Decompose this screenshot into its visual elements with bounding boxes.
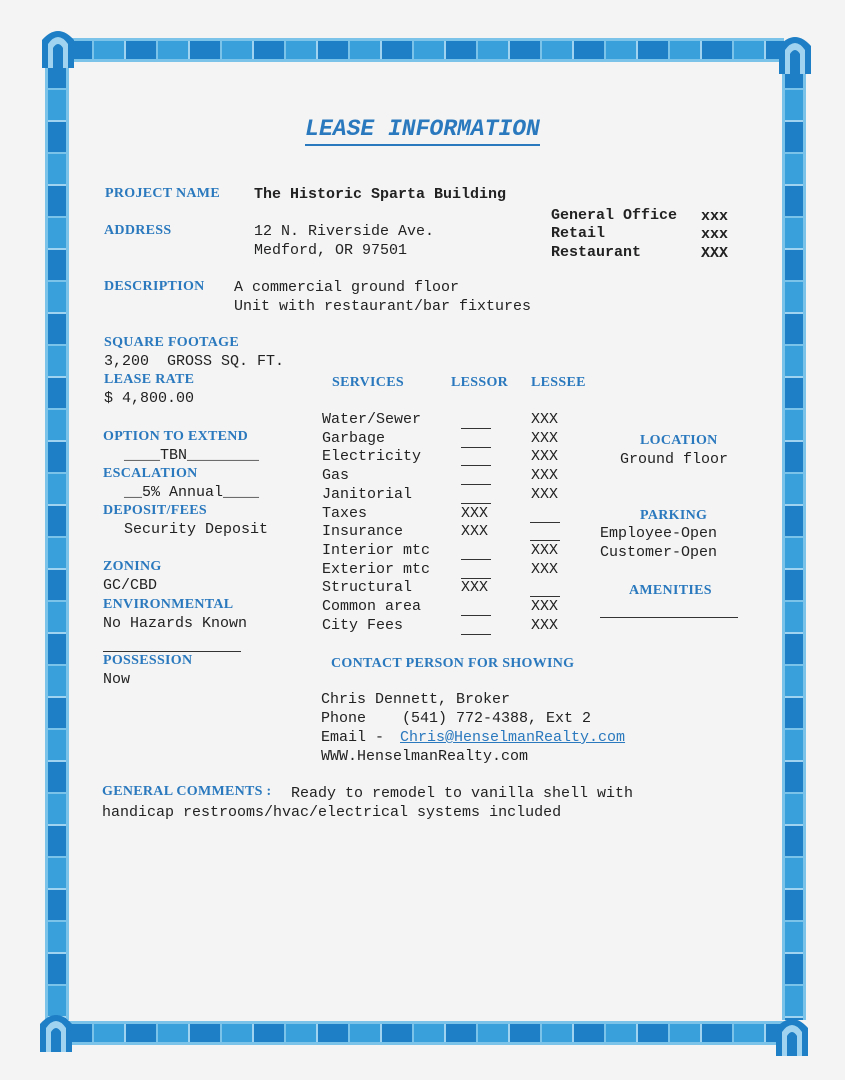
corner-ornament-top-left xyxy=(38,22,78,68)
lessor-cell xyxy=(461,465,491,466)
lessee-cell: XXX xyxy=(531,542,559,559)
option-to-extend-label: OPTION TO EXTEND xyxy=(103,429,249,444)
contact-email-label: Email - xyxy=(321,729,385,746)
possession-label: POSSESSION xyxy=(103,653,193,668)
border-left xyxy=(45,58,69,1020)
description-line-1: A commercial ground floor xyxy=(234,279,460,296)
border-top xyxy=(62,38,784,62)
services-header: SERVICES xyxy=(332,375,404,390)
address-line-2: Medford, OR 97501 xyxy=(254,242,408,259)
lessee-cell: XXX xyxy=(531,467,559,484)
description-line-2: Unit with restaurant/bar fixtures xyxy=(234,298,532,315)
corner-ornament-bottom-left xyxy=(36,1006,76,1052)
service-name: Exterior mtc xyxy=(322,561,431,578)
lessee-cell xyxy=(530,540,560,541)
project-name-label: PROJECT NAME xyxy=(105,186,220,201)
possession-value: Now xyxy=(103,671,131,688)
contact-phone-label: Phone xyxy=(321,710,367,727)
lessee-cell: XXX xyxy=(531,448,559,465)
amenities-blank xyxy=(600,617,738,618)
location-label: LOCATION xyxy=(640,433,718,448)
project-name-value: The Historic Sparta Building xyxy=(254,186,507,203)
contact-website: WWW.HenselmanRealty.com xyxy=(321,748,529,765)
lessee-cell: XXX xyxy=(531,598,559,615)
lessee-header: LESSEE xyxy=(531,375,586,390)
service-name: City Fees xyxy=(322,617,404,634)
environmental-label: ENVIRONMENTAL xyxy=(103,597,234,612)
use-general-office-mark: xxx xyxy=(701,208,729,225)
escalation-label: ESCALATION xyxy=(103,466,198,481)
use-retail-mark: xxx xyxy=(701,226,729,243)
deposit-fees-label: DEPOSIT/FEES xyxy=(103,503,207,518)
page-title: LEASE INFORMATION xyxy=(0,116,845,142)
zoning-value: GC/CBD xyxy=(103,577,158,594)
contact-email-link[interactable]: Chris@HenselmanRealty.com xyxy=(400,729,626,746)
contact-name: Chris Dennett, Broker xyxy=(321,691,511,708)
lessee-cell: XXX xyxy=(531,617,559,634)
service-name: Water/Sewer xyxy=(322,411,422,428)
lessor-cell xyxy=(461,447,491,448)
lessee-cell: XXX xyxy=(531,411,559,428)
location-value: Ground floor xyxy=(620,451,729,468)
environmental-value: No Hazards Known xyxy=(103,615,248,632)
lessee-cell: XXX xyxy=(531,430,559,447)
corner-ornament-top-right xyxy=(775,28,815,74)
lessee-cell: XXX xyxy=(531,561,559,578)
service-name: Taxes xyxy=(322,505,368,522)
lessor-cell xyxy=(461,428,491,429)
service-name: Electricity xyxy=(322,448,422,465)
lessor-cell xyxy=(461,484,491,485)
lease-rate-label: LEASE RATE xyxy=(104,372,195,387)
service-name: Gas xyxy=(322,467,350,484)
lessor-cell: XXX xyxy=(461,523,489,540)
use-general-office: General Office xyxy=(551,207,678,224)
lease-rate-value: $ 4,800.00 xyxy=(104,390,195,407)
option-to-extend-value: ____TBN________ xyxy=(124,447,260,464)
service-name: Janitorial xyxy=(322,486,413,503)
general-comments-label: GENERAL COMMENTS : xyxy=(102,784,272,799)
parking-label: PARKING xyxy=(640,508,708,523)
lessor-cell xyxy=(461,559,491,560)
deposit-fees-value: Security Deposit xyxy=(124,521,269,538)
corner-ornament-bottom-right xyxy=(772,1010,812,1056)
service-name: Common area xyxy=(322,598,422,615)
description-label: DESCRIPTION xyxy=(104,279,205,294)
use-retail: Retail xyxy=(551,225,606,242)
address-label: ADDRESS xyxy=(104,223,172,238)
lessee-cell: XXX xyxy=(531,486,559,503)
border-bottom xyxy=(62,1021,784,1045)
lessee-cell xyxy=(530,522,560,523)
parking-line-1: Employee-Open xyxy=(600,525,718,542)
zoning-label: ZONING xyxy=(103,559,162,574)
parking-line-2: Customer-Open xyxy=(600,544,718,561)
lessor-cell: XXX xyxy=(461,579,489,596)
lessor-cell xyxy=(461,503,491,504)
escalation-value: __5% Annual____ xyxy=(124,484,260,501)
amenities-label: AMENITIES xyxy=(629,583,712,598)
use-restaurant: Restaurant xyxy=(551,244,642,261)
service-name: Structural xyxy=(322,579,413,596)
border-right xyxy=(782,58,806,1020)
lessor-cell xyxy=(461,634,491,635)
lessor-cell: XXX xyxy=(461,505,489,522)
lessor-cell xyxy=(461,615,491,616)
contact-label: CONTACT PERSON FOR SHOWING xyxy=(331,656,575,671)
lessor-header: LESSOR xyxy=(451,375,509,390)
contact-phone: (541) 772-4388, Ext 2 xyxy=(402,710,592,727)
use-restaurant-mark: XXX xyxy=(701,245,729,262)
service-name: Interior mtc xyxy=(322,542,431,559)
address-line-1: 12 N. Riverside Ave. xyxy=(254,223,435,240)
general-comments-line-1: Ready to remodel to vanilla shell with xyxy=(291,785,634,802)
square-footage-label: SQUARE FOOTAGE xyxy=(104,335,240,350)
general-comments-line-2: handicap restrooms/hvac/electrical systems included xyxy=(102,804,562,821)
lessee-cell xyxy=(530,596,560,597)
service-name: Insurance xyxy=(322,523,404,540)
service-name: Garbage xyxy=(322,430,386,447)
square-footage-value: 3,200 GROSS SQ. FT. xyxy=(104,353,285,370)
